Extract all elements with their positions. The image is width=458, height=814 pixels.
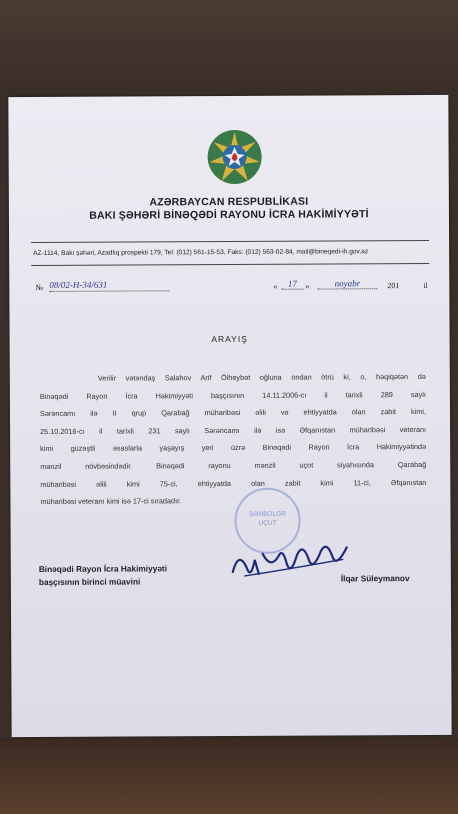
date-day: 17 xyxy=(281,279,303,290)
document-title: ARAYIŞ xyxy=(211,333,248,345)
handwritten-signature xyxy=(225,529,355,590)
signatory-name: İlqar Süleymanov xyxy=(340,573,410,584)
divider-top xyxy=(31,240,429,243)
date-year: 201 xyxy=(387,281,400,291)
date-year-suffix: il xyxy=(423,280,428,290)
header-country: AZƏRBAYCAN RESPUBLİKASI xyxy=(149,195,309,209)
header-authority: BAKI ŞƏHƏRİ BİNƏQƏDİ RAYONU İCRA HAKİMİYYƏTİ xyxy=(89,208,369,222)
body-line: müharibəsi veteranı kimi isə 17-ci sıradadır. xyxy=(40,496,182,507)
document-sheet xyxy=(8,95,451,737)
body-line: kimi güzəştli əsaslarla yaşayış yeri üzrə Binəqədi Rayon İcra Hakimiyyətində xyxy=(40,442,427,454)
body-line: 25.10.2016-cı il tarixli 231 saylı Sərəncamı ilə isə Əfqanıstan müharibəsi veteranı xyxy=(40,424,427,436)
body-line: Verilir vətəndaş Salahov Arif Ölheybət oğluna ondan ötrü ki, o, həqiqətən də xyxy=(97,371,426,383)
divider-bottom xyxy=(31,263,429,266)
address-line: AZ-1114, Bakı şəhəri, Azadlıq prospekti 179, Tel: (012) 561-15-53, Faks: (012) 563-02-84, mail@bineqedi-ih.gov.az xyxy=(33,248,369,258)
reference-number-label: № xyxy=(35,282,43,293)
body-line: Binəqədi Rayon İcra Hakimiyyəti başçısının 14.11.2006-cı il tarixli 289 saylı xyxy=(39,389,426,401)
date-quote-open: « xyxy=(273,281,278,291)
reference-number-value: 08/02-H-34/631 xyxy=(49,279,169,292)
stamp-text-line: ŞƏNBOLGR xyxy=(249,510,286,518)
document-body xyxy=(40,368,427,511)
date-month: noyabr xyxy=(317,278,377,289)
signatory-title xyxy=(39,562,239,589)
body-line: Sərəncamı ilə II qrup Qarabağ müharibəsi əlili və ehtiyyatda olan zabit kimi, xyxy=(39,407,427,419)
stamp-text-line: UÇUT xyxy=(258,519,277,527)
body-line: müharibəsi əlili kimi 75-ci, ehtiyyatda olan zabit kimi 11-ci, Əfqanıstan xyxy=(40,477,427,489)
reference-line xyxy=(35,278,435,293)
background-floor xyxy=(0,738,458,814)
body-line: mənzil növbəsindədir. Binəqədi rayonu mənzil uçot siyahısında Qarabağ xyxy=(40,459,427,471)
signatory-title-line: başçısının birinci müavini xyxy=(38,576,141,588)
signatory-title-line: Binəqədi Rayon İcra Hakimiyyəti xyxy=(38,563,168,575)
background-wall-top xyxy=(0,0,458,92)
date-quote-close: » xyxy=(305,281,310,291)
state-emblem-icon xyxy=(205,128,263,186)
